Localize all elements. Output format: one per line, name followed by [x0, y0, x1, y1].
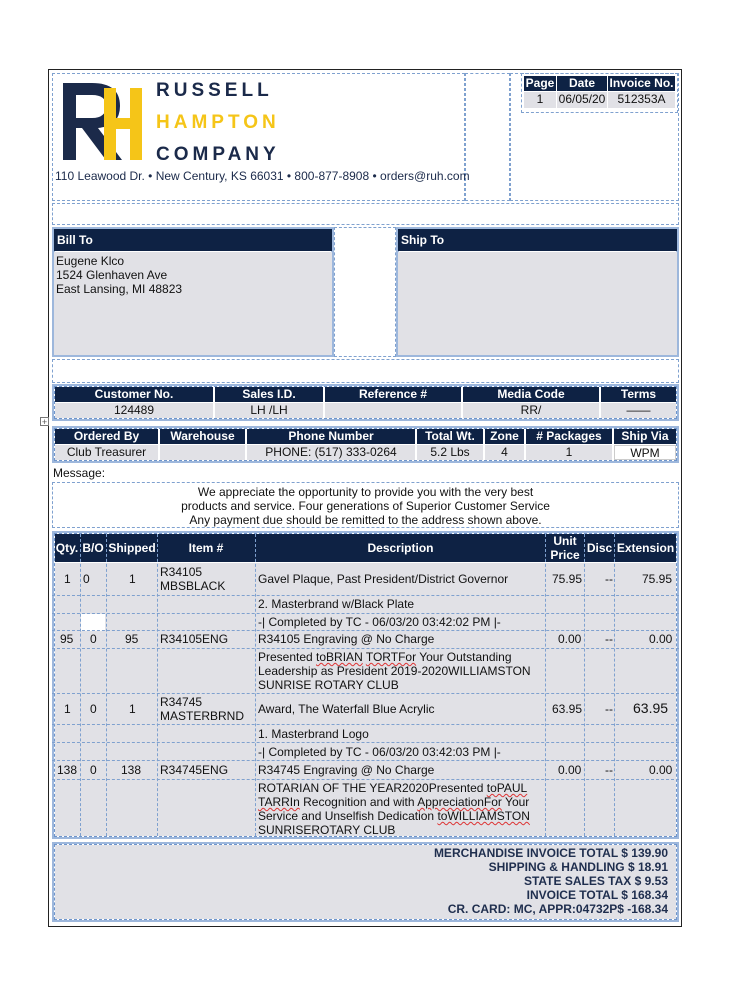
row7-description: 1. Masterbrand Logo: [258, 727, 369, 741]
meta-page: 1: [524, 92, 556, 108]
row1-bo: 0: [83, 572, 90, 586]
row9-ext: 0.00: [649, 763, 673, 777]
row10-desc-line2: [258, 795, 529, 809]
rh-monogram-icon: [60, 78, 150, 164]
row9-item-1: R34745ENG: [160, 763, 229, 777]
row6-qty: 1: [64, 702, 71, 716]
row-line: [52, 742, 679, 743]
row4-price: 0.00: [558, 632, 582, 646]
col-line: [255, 534, 256, 836]
hdr-packages: # Packages: [526, 429, 612, 444]
message-label: Message:: [53, 466, 106, 480]
row-line: [52, 595, 679, 596]
row-line: [52, 613, 679, 614]
hdr-warehouse: Warehouse: [160, 429, 245, 444]
row6-price: 63.95: [552, 702, 583, 716]
val-sales-id: LH /LH: [215, 403, 323, 418]
row1-qty: 1: [64, 572, 71, 586]
hdr-extension: Extension: [616, 541, 675, 555]
message-line-2: products and service. Four generations of Superior Customer Service: [181, 499, 550, 513]
row9-description: R34745 Engraving @ No Charge: [258, 763, 435, 777]
hdr-total-wt: Total Wt.: [417, 429, 483, 444]
row1-item-1: R34105: [160, 565, 203, 579]
meta-header-invoice: Invoice No.: [609, 76, 674, 90]
col-line: [614, 534, 615, 836]
bill-to-city: East Lansing, MI 48823: [56, 282, 183, 296]
row-line: [52, 779, 679, 780]
row10-text: ROTARIAN OF THE YEAR2020Presented: [258, 781, 487, 795]
row6-ext: 63.95: [633, 700, 669, 716]
bill-to-street: 1524 Glenhaven Ave: [56, 268, 168, 282]
meta-header-page: Page: [525, 76, 555, 90]
val-packages: 1: [526, 445, 612, 460]
header-spacer-box: [465, 73, 510, 201]
row5-desc-line1: [258, 650, 512, 664]
ship-to-body: [398, 252, 677, 355]
row5-text: TORTFor: [365, 650, 417, 664]
row10-text: TARRIn: [258, 795, 300, 809]
row9-qty: 138: [57, 763, 78, 777]
row3-description: -| Completed by TC - 06/03/20 03:42:02 PM |-: [258, 615, 501, 629]
row10-text: Your: [501, 795, 530, 809]
row4-shipped: 95: [125, 632, 139, 646]
row10-desc-line1: [258, 781, 527, 795]
row5-desc-line2: Leadership as President 2019-2020WILLIAMSTON: [258, 664, 531, 678]
val-customer-no: 124489: [55, 403, 213, 418]
meta-header-date: Date: [557, 76, 607, 91]
bill-to-label: Bill To: [54, 229, 332, 251]
row2-description: 2. Masterbrand w/Black Plate: [258, 597, 415, 611]
message-line-1: We appreciate the opportunity to provide you with the very best: [197, 485, 534, 499]
row6-bo: 0: [90, 702, 97, 716]
row4-description: R34105 Engraving @ No Charge: [258, 632, 435, 646]
row5-text: Presented: [258, 650, 317, 664]
row6-item-1: R34745: [160, 695, 203, 709]
row-line: [52, 724, 679, 725]
row6-shipped: 1: [129, 702, 136, 716]
spacer-row-2: [52, 359, 679, 383]
hdr-reference: Reference #: [325, 387, 461, 402]
row-line: [52, 693, 679, 694]
hdr-zone: Zone: [485, 429, 524, 444]
row9-bo: 0: [90, 763, 97, 777]
meta-invoice-no: 512353A: [608, 92, 675, 108]
row10-desc-line3: [258, 809, 530, 823]
row1-description: Gavel Plaque, Past President/District Governor: [258, 572, 509, 586]
hdr-unit: Unit: [553, 534, 577, 548]
col-line: [106, 534, 107, 836]
val-phone: PHONE: (517) 333-0264: [247, 445, 415, 460]
val-warehouse: [160, 445, 245, 460]
col-line: [545, 534, 546, 836]
row8-description: -| Completed by TC - 06/03/20 03:42:03 PM |-: [258, 745, 501, 759]
hdr-ordered-by: Ordered By: [55, 429, 158, 444]
row10-text: AppreciationFor: [417, 795, 502, 809]
hdr-sales-id: Sales I.D.: [215, 387, 323, 402]
col-line: [584, 534, 585, 836]
card-payment: CR. CARD: MC, APPR:04732P$ -168.34: [447, 902, 668, 916]
company-name-3: COMPANY: [156, 144, 280, 165]
row6-description: Award, The Waterfall Blue Acrylic: [258, 702, 435, 716]
row1-disc: --: [605, 572, 613, 586]
spacer-row: [52, 203, 679, 225]
val-zone: 4: [485, 445, 524, 460]
row1-item-2: MBSBLACK: [160, 579, 226, 593]
row10-text: Recognition and with: [299, 795, 418, 809]
blank-cell: [81, 614, 105, 631]
row9-price: 0.00: [558, 763, 582, 777]
company-name-2: HAMPTON: [156, 112, 280, 133]
row9-disc: --: [605, 763, 613, 777]
merchandise-total: MERCHANDISE INVOICE TOTAL $ 139.90: [433, 846, 668, 860]
val-reference: [325, 403, 461, 418]
shipping-total: SHIPPING & HANDLING $ 18.91: [488, 860, 668, 874]
invoice-total: INVOICE TOTAL $ 168.34: [526, 888, 668, 902]
company-name-1: RUSSELL: [156, 80, 273, 101]
hdr-qty: Qty.: [55, 541, 79, 555]
hdr-media-code: Media Code: [463, 387, 599, 402]
row4-bo: 0: [90, 632, 97, 646]
val-media-code: RR/: [463, 403, 599, 418]
message-line-3: Any payment due should be remitted to the address shown above.: [189, 513, 542, 527]
hdr-description: Description: [367, 541, 434, 555]
row4-qty: 95: [60, 632, 74, 646]
col-line: [80, 534, 81, 836]
val-ordered-by: Club Treasurer: [55, 445, 158, 460]
row10-desc-line4: SUNRISEROTARY CLUB: [258, 823, 396, 837]
row1-ext: 75.95: [642, 572, 673, 586]
row9-shipped: 138: [121, 763, 142, 777]
row1-price: 75.95: [552, 572, 583, 586]
row10-text: Service and Unselfish Dedication: [258, 809, 438, 823]
row-line: [52, 760, 679, 761]
hdr-price: Price: [550, 548, 580, 562]
col-line: [157, 534, 158, 836]
row10-text: toWILLIAMSTON: [437, 809, 530, 823]
hdr-shipped: Shipped: [108, 541, 156, 555]
row4-ext: 0.00: [649, 632, 673, 646]
row6-disc: --: [605, 702, 613, 716]
table-move-handle-icon[interactable]: +: [41, 417, 48, 427]
hdr-customer-no: Customer No.: [55, 387, 213, 402]
hdr-phone: Phone Number: [247, 429, 415, 444]
row1-shipped: 1: [129, 572, 136, 586]
row5-desc-line3: SUNRISE ROTARY CLUB: [258, 678, 399, 692]
row-line: [52, 630, 679, 631]
val-ship-via: WPM: [614, 445, 676, 460]
hdr-bo: B/O: [82, 541, 104, 555]
hdr-disc: Disc: [586, 541, 613, 555]
hdr-terms: Terms: [601, 387, 676, 402]
row4-item-1: R34105ENG: [160, 632, 229, 646]
row4-disc: --: [605, 632, 613, 646]
hdr-ship-via: Ship Via: [614, 429, 676, 444]
meta-date: 06/05/20: [558, 92, 606, 106]
row5-text: Your Outstanding: [416, 650, 512, 664]
sales-tax: STATE SALES TAX $ 9.53: [523, 874, 668, 888]
row6-item-2: MASTERBRND: [160, 709, 245, 723]
val-terms: ——: [601, 403, 676, 418]
hdr-item: Item #: [188, 541, 224, 555]
bill-ship-gap: [334, 227, 396, 357]
ship-to-label: Ship To: [398, 229, 677, 251]
company-address: 110 Leawood Dr. • New Century, KS 66031 • 800-877-8908 • orders@ruh.com: [55, 169, 470, 183]
row5-text: toBRIAN: [316, 650, 363, 664]
row-line: [52, 648, 679, 649]
val-total-wt: 5.2 Lbs: [417, 445, 483, 460]
bill-to-name: Eugene Klco: [56, 254, 125, 268]
row10-text: toPAUL: [486, 781, 528, 795]
totals-text: [55, 845, 676, 919]
